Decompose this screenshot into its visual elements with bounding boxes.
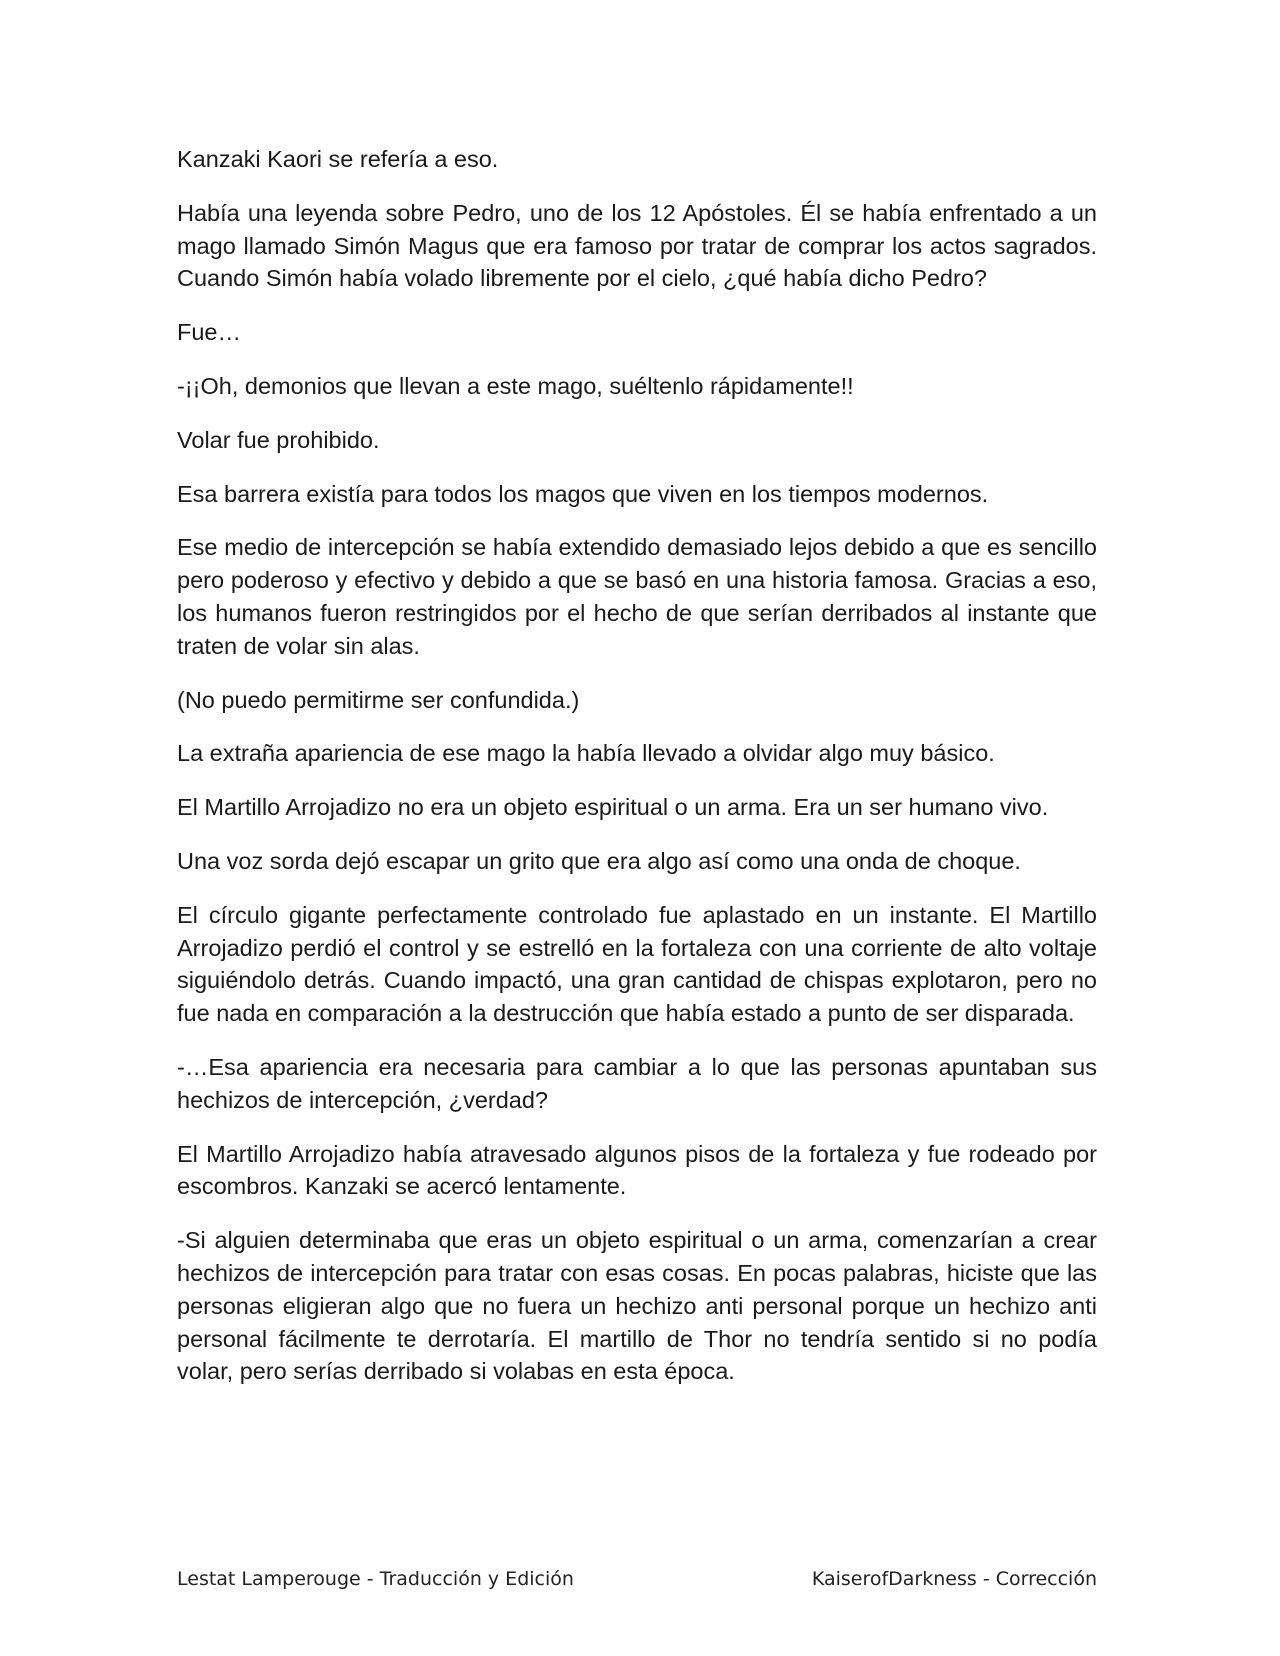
paragraph: Esa barrera existía para todos los magos que viven en los tiempos modernos. bbox=[177, 480, 989, 507]
paragraph: Ese medio de intercepción se había extendido demasiado lejos debido a que es sencillo pero poderoso y efectivo y debido a que se basó en una historia famosa. Gracias a eso, los humanos fueron restringidos por el hecho de que serían derribados al instante que traten de volar sin alas. bbox=[177, 534, 1097, 659]
paragraph: Había una leyenda sobre Pedro, uno de los 12 Apóstoles. Él se había enfrentado a un mago llamado Simón Magus que era famoso por tratar de comprar los actos sagrados. Cuando Simón había volado libremente por el cielo, ¿qué había dicho Pedro? bbox=[177, 199, 1097, 292]
paragraph: Kanzaki Kaori se refería a eso. bbox=[177, 146, 499, 172]
paragraph: El círculo gigante perfectamente controlado fue aplastado en un instante. El Martillo Arrojadizo perdió el control y se estrelló en la fortaleza con una corriente de alto voltaje siguiéndolo detrás. Cuando impactó, una gran cantidad de chispas explotaron, pero no fue nada en comparación a la destrucción que había estado a punto de ser disparada. bbox=[177, 901, 1097, 1027]
page-footer bbox=[177, 1568, 1097, 1596]
paragraph: El Martillo Arrojadizo había atravesado algunos pisos de la fortaleza y fue rodeado por escombros. Kanzaki se acercó lentamente. bbox=[177, 1140, 1097, 1200]
paragraph: Fue… bbox=[177, 319, 241, 346]
paragraph: El Martillo Arrojadizo no era un objeto espiritual o un arma. Era un ser humano vivo. bbox=[177, 794, 1049, 821]
paragraph: La extraña apariencia de ese mago la había llevado a olvidar algo muy básico. bbox=[177, 740, 995, 767]
paragraph: -Si alguien determinaba que eras un objeto espiritual o un arma, comenzarían a crear hechizos de intercepción para tratar con esas cosas. En pocas palabras, hiciste que las personas eligieran algo que no fuera un hechizo anti personal porque un hechizo anti personal fácilmente te derrotaría. El martillo de Thor no tendría sentido si no podía volar, pero serías derribado si volabas en esta época. bbox=[177, 1227, 1097, 1385]
footer-proofreader-credit: KaiserofDarkness - Corrección bbox=[811, 1568, 1097, 1590]
document-body bbox=[177, 143, 1097, 1388]
footer-translator-credit: Lestat Lamperouge - Traducción y Edición bbox=[177, 1568, 574, 1590]
paragraph: Volar fue prohibido. bbox=[177, 426, 380, 453]
paragraph: -…Esa apariencia era necesaria para cambiar a lo que las personas apuntaban sus hechizos de intercepción, ¿verdad? bbox=[177, 1053, 1097, 1113]
paragraph: -¡¡Oh, demonios que llevan a este mago, suéltenlo rápidamente!! bbox=[177, 372, 854, 399]
paragraph: Una voz sorda dejó escapar un grito que era algo así como una onda de choque. bbox=[177, 847, 1021, 874]
paragraph: (No puedo permitirme ser confundida.) bbox=[177, 686, 580, 713]
